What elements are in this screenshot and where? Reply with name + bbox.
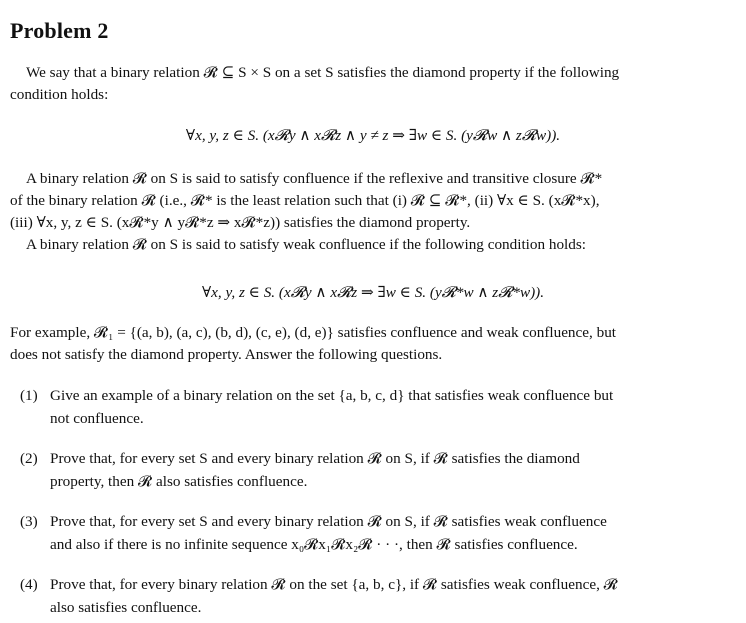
intro-line-2: condition holds:: [10, 86, 109, 103]
question-number: (1): [20, 387, 38, 404]
confluence-line-1: A binary relation 𝓡 on S is said to satisfy confluence if the reflexive and transitive closure 𝓡*: [26, 170, 603, 187]
diamond-formula: ∀x, y, z ∈ S. (x𝓡y ∧ x𝓡z ∧ y ≠ z ⇒ ∃w ∈ S. (y𝓡w ∧ z𝓡w)).: [185, 127, 561, 144]
example-paragraph: [10, 322, 736, 366]
question-text-cont: also satisfies confluence.: [50, 599, 202, 616]
intro-paragraph: [10, 62, 736, 106]
confluence-line-3: (iii) ∀x, y, z ∈ S. (x𝓡*y ∧ y𝓡*z ⇒ x𝓡*z)) satisfies the diamond property.: [10, 214, 471, 231]
question-2: [20, 447, 736, 493]
question-text: Prove that, for every set S and every binary relation 𝓡 on S, if 𝓡 satisfies weak confluence: [50, 513, 607, 530]
problem-title: Problem 2: [10, 18, 109, 43]
question-number: (3): [20, 513, 38, 530]
question-text-cont: and also if there is no infinite sequence x₀𝓡x₁𝓡x₂𝓡 · · ·, then 𝓡 satisfies confluence.: [50, 536, 578, 553]
question-4: [20, 573, 736, 619]
question-text: Prove that, for every set S and every binary relation 𝓡 on S, if 𝓡 satisfies the diamond: [50, 450, 580, 467]
question-number: (4): [20, 576, 38, 593]
intro-line-1: We say that a binary relation 𝓡 ⊆ S × S on a set S satisfies the diamond property if the following: [26, 64, 620, 81]
example-line-2: does not satisfy the diamond property. Answer the following questions.: [10, 346, 443, 363]
question-text: Prove that, for every binary relation 𝓡 on the set {a, b, c}, if 𝓡 satisfies weak confluence, 𝓡: [50, 576, 618, 593]
question-3: [20, 510, 736, 556]
question-1: [20, 384, 736, 430]
question-number: (2): [20, 450, 38, 467]
confluence-definition: [10, 168, 736, 256]
confluence-line-2: of the binary relation 𝓡 (i.e., 𝓡* is the least relation such that (i) 𝓡 ⊆ 𝓡*, (ii) ∀x ∈ S. (x𝓡*x),: [10, 192, 600, 209]
weak-confluence-formula: ∀x, y, z ∈ S. (x𝓡y ∧ x𝓡z ⇒ ∃w ∈ S. (y𝓡*w ∧ z𝓡*w)).: [201, 284, 545, 301]
weak-confluence-line: A binary relation 𝓡 on S is said to satisfy weak confluence if the following condition holds:: [26, 236, 586, 253]
question-text: Give an example of a binary relation on the set {a, b, c, d} that satisfies weak confluence but: [50, 387, 614, 404]
question-text-cont: property, then 𝓡 also satisfies confluence.: [50, 473, 308, 490]
question-text-cont: not confluence.: [50, 410, 144, 427]
example-line-1: For example, 𝓡₁ = {(a, b), (a, c), (b, d), (c, e), (d, e)} satisfies confluence and weak confluence, but: [10, 324, 617, 341]
